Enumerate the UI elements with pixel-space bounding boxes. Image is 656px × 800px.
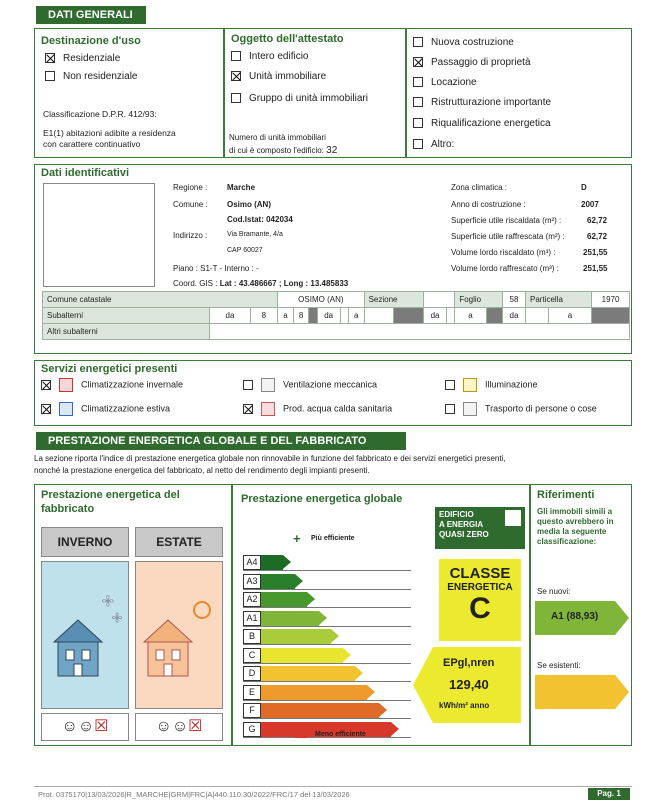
subalterni-label: Subalterni xyxy=(43,308,210,324)
trasporto-checkbox[interactable] xyxy=(445,404,455,414)
epgl-label: EPgl,nren xyxy=(443,657,495,669)
footer-divider xyxy=(34,786,632,787)
scale-line-d xyxy=(243,681,411,682)
sub-empty-3 xyxy=(447,308,455,324)
class-label-c: C xyxy=(243,648,261,663)
sun-icon xyxy=(194,602,210,618)
page-number: Pag. 1 xyxy=(588,788,630,800)
riqualificazione-checkbox[interactable] xyxy=(413,118,423,128)
non-residenziale-option[interactable] xyxy=(45,71,138,82)
illuminazione-option[interactable] xyxy=(445,378,538,392)
minus-icon xyxy=(295,735,309,738)
class-label-a3: A3 xyxy=(243,574,261,589)
destinazione-title: Destinazione d'uso xyxy=(41,35,141,47)
anno-label: Anno di costruzione : xyxy=(451,200,526,209)
gis-label: Coord. GIS : xyxy=(173,279,218,288)
scale-line-a1 xyxy=(243,626,411,627)
ristrutturazione-label: Ristrutturazione importante xyxy=(431,97,552,108)
ventilazione-checkbox[interactable] xyxy=(243,380,253,390)
comune-label: Comune : xyxy=(173,200,208,209)
locazione-label: Locazione xyxy=(431,77,477,88)
ristrutturazione-option[interactable] xyxy=(413,97,551,108)
sub-da-3: da xyxy=(424,308,447,324)
class-bar-fill-d xyxy=(261,666,355,681)
altro-option[interactable] xyxy=(413,139,454,150)
snowflake-icon: ✢ xyxy=(102,593,114,609)
sub-empty-2 xyxy=(364,308,394,324)
gear-icon xyxy=(463,402,477,416)
air-conditioner-icon xyxy=(59,402,73,416)
altri-subalterni-label: Altri subalterni xyxy=(43,324,210,340)
section-header-prestazione: PRESTAZIONE ENERGETICA GLOBALE E DEL FABBRICATO xyxy=(36,432,406,450)
sub-da-2: da xyxy=(317,308,340,324)
nuovi-value: A1 (88,93) xyxy=(551,611,599,622)
sub-empty-4 xyxy=(526,308,549,324)
numero-unita-label-2 xyxy=(229,145,337,156)
locazione-option[interactable] xyxy=(413,77,477,88)
ventilazione-label: Ventilazione meccanica xyxy=(283,379,378,390)
dati-identificativi-title: Dati identificativi xyxy=(41,167,130,179)
classe-box xyxy=(439,559,521,641)
class-label-a2: A2 xyxy=(243,592,261,607)
nzeb-line-2: A ENERGIA xyxy=(439,520,484,529)
locazione-checkbox[interactable] xyxy=(413,77,423,87)
particella-label: Particella xyxy=(526,292,592,308)
riferimenti-text-2: questo avrebbero in xyxy=(537,517,614,526)
acqua-calda-label: Prod. acqua calda sanitaria xyxy=(283,403,393,414)
sub-dark-2 xyxy=(394,308,424,324)
residenziale-option[interactable] xyxy=(45,53,120,64)
comune-catastale-value: OSIMO (AN) xyxy=(278,292,364,308)
epgl-unit: kWh/m² anno xyxy=(439,701,490,710)
unita-immobiliare-label: Unità immobiliare xyxy=(249,71,327,82)
residenziale-checkbox[interactable] xyxy=(45,53,55,63)
nzeb-box xyxy=(435,507,525,549)
class-bar-fill-a1 xyxy=(261,611,319,626)
clima-estiva-label: Climatizzazione estiva xyxy=(81,403,171,414)
class-bar-fill-a4 xyxy=(261,555,283,570)
riferimenti-box xyxy=(530,484,632,746)
nzeb-line-3: QUASI ZERO xyxy=(439,530,489,539)
foglio-label: Foglio xyxy=(455,292,503,308)
catasto-row-3 xyxy=(43,324,630,340)
plus-icon: + xyxy=(293,531,301,546)
numero-unita-value: 32 xyxy=(326,145,338,156)
indirizzo-value: Via Bramante, 4/a xyxy=(227,231,283,238)
numero-unita-label-1: Numero di unità immobiliari xyxy=(229,133,326,142)
sup-risc-label: Superficie utile riscaldata (m²) : xyxy=(451,216,562,225)
estate-panel xyxy=(135,561,223,709)
prestazione-intro-1: La sezione riporta l'indice di prestazione energetica globale non rinnovabile in funzione del fabbricato e dei servizi energetici presenti, xyxy=(34,454,506,463)
residenziale-label: Residenziale xyxy=(63,53,121,64)
particella-value: 1970 xyxy=(592,292,630,308)
photo-placeholder xyxy=(43,183,155,287)
sub-a-2: a xyxy=(348,308,364,324)
piano-value: Piano : S1-T - Interno : - xyxy=(173,264,259,273)
inverno-panel xyxy=(41,561,129,709)
esistenti-arrow xyxy=(535,675,629,709)
illuminazione-checkbox[interactable] xyxy=(445,380,455,390)
summer-house-icon xyxy=(136,562,224,710)
estate-header: ESTATE xyxy=(135,527,223,557)
fan-icon xyxy=(261,378,275,392)
sup-risc-value: 62,72 xyxy=(587,216,608,225)
oggetto-box xyxy=(224,28,406,158)
zona-label: Zona climatica : xyxy=(451,183,508,192)
acqua-calda-checkbox[interactable] xyxy=(243,404,253,414)
hot-water-icon xyxy=(261,402,275,416)
intero-edificio-checkbox[interactable] xyxy=(231,51,241,61)
vol-risc-value: 251,55 xyxy=(583,248,608,257)
riqualificazione-label: Riqualificazione energetica xyxy=(431,118,551,129)
vol-raff-label: Volume lordo raffrescato (m³) : xyxy=(451,264,559,273)
gruppo-unita-option[interactable] xyxy=(231,93,368,104)
illuminazione-label: Illuminazione xyxy=(485,379,538,390)
estate-rating: ☺☺☒ xyxy=(135,713,223,741)
passaggio-proprieta-label: Passaggio di proprietà xyxy=(431,57,531,68)
clima-estiva-option[interactable] xyxy=(41,402,170,416)
classe-value: C xyxy=(469,592,491,625)
radiator-icon xyxy=(59,378,73,392)
class-label-a1: A1 xyxy=(243,611,261,626)
fabbricato-title-1: Prestazione energetica del xyxy=(41,489,180,501)
scale-line-a2 xyxy=(243,607,411,608)
nuova-costruzione-checkbox[interactable] xyxy=(413,37,423,47)
class-label-f: F xyxy=(243,703,261,718)
class-bar-fill-b xyxy=(261,629,331,644)
section-header-dati-generali: DATI GENERALI xyxy=(36,6,146,24)
class-label-e: E xyxy=(243,685,261,700)
fabbricato-box xyxy=(34,484,232,746)
sub-da-1: da xyxy=(210,308,250,324)
clima-invernale-option[interactable] xyxy=(41,378,183,392)
passaggio-proprieta-option[interactable] xyxy=(413,57,531,68)
unita-immobiliare-checkbox[interactable] xyxy=(231,71,241,81)
sub-empty-1 xyxy=(340,308,348,324)
se-nuovi-label: Se nuovi: xyxy=(537,587,571,596)
scale-line-a4 xyxy=(243,570,411,571)
epgl-box xyxy=(413,647,521,723)
acqua-calda-option[interactable] xyxy=(243,402,392,416)
comune-catastale-label: Comune catastale xyxy=(43,292,278,308)
riferimenti-title: Riferimenti xyxy=(537,489,595,501)
anno-value: 2007 xyxy=(581,200,599,209)
scale-line-f xyxy=(243,718,411,719)
riferimenti-text-3: media la seguente xyxy=(537,527,607,536)
class-label-b: B xyxy=(243,629,261,644)
foglio-value: 58 xyxy=(503,292,526,308)
numero-unita-label-2-text: di cui è composto l'edificio: xyxy=(229,146,324,155)
clima-estiva-checkbox[interactable] xyxy=(41,404,51,414)
non-residenziale-checkbox[interactable] xyxy=(45,71,55,81)
meno-efficiente-label: Meno efficiente xyxy=(315,731,366,738)
zona-value: D xyxy=(581,183,587,192)
gruppo-unita-label: Gruppo di unità immobiliari xyxy=(249,93,368,104)
scale-line-a3 xyxy=(243,589,411,590)
lightbulb-icon xyxy=(463,378,477,392)
class-bar-fill-f xyxy=(261,703,379,718)
sub-da-4: da xyxy=(503,308,526,324)
sub-dark-4 xyxy=(592,308,630,324)
inverno-rating: ☺☺☒ xyxy=(41,713,129,741)
servizi-title: Servizi energetici presenti xyxy=(41,363,178,375)
catasto-row-1 xyxy=(43,292,630,308)
class-label-g: G xyxy=(243,722,261,737)
riferimenti-text-1: Gli immobili simili a xyxy=(537,507,613,516)
globale-title: Prestazione energetica globale xyxy=(241,493,403,505)
sub-a-value: 8 xyxy=(293,308,309,324)
svg-text:✢: ✢ xyxy=(112,611,123,625)
ristrutturazione-checkbox[interactable] xyxy=(413,97,423,107)
intero-edificio-option[interactable] xyxy=(231,51,308,62)
nuova-costruzione-option[interactable] xyxy=(413,37,514,48)
sub-dark-3 xyxy=(486,308,503,324)
scale-line-e xyxy=(243,700,411,701)
riqualificazione-option[interactable] xyxy=(413,118,551,129)
non-residenziale-label: Non residenziale xyxy=(63,71,138,82)
class-label-a4: A4 xyxy=(243,555,261,570)
catasto-row-2 xyxy=(43,308,630,324)
sub-a-3: a xyxy=(455,308,486,324)
ventilazione-option[interactable] xyxy=(243,378,377,392)
passaggio-proprieta-checkbox[interactable] xyxy=(413,57,423,67)
piu-efficiente-label: Più efficiente xyxy=(311,535,355,542)
classificazione-value-2: con carattere continuativo xyxy=(43,139,141,149)
istat-value: Cod.Istat: 042034 xyxy=(227,215,293,224)
sup-raff-value: 62,72 xyxy=(587,232,608,241)
riferimenti-text-4: classificazione: xyxy=(537,537,597,546)
gis-value: Lat : 43.486667 ; Long : 13.485833 xyxy=(219,279,349,288)
vol-raff-value: 251,55 xyxy=(583,264,608,273)
fabbricato-title-2: fabbricato xyxy=(41,503,95,515)
destinazione-box xyxy=(34,28,224,158)
scale-line-c xyxy=(243,663,411,664)
classe-label-1: CLASSE xyxy=(449,565,511,582)
cap-value: CAP 60027 xyxy=(227,247,263,254)
prestazione-intro-2: nonché la prestazione energetica del fabbricato, al netto del rendimento degli impianti presenti. xyxy=(34,466,370,475)
footer-protocol: Prot. 0375170|13/03/2026|R_MARCHE|GRM|FRC|A|440.110.30/2022/FRC/17 del 13/03/2026 xyxy=(38,790,350,799)
regione-label: Regione : xyxy=(173,183,208,192)
altro-label: Altro: xyxy=(431,139,455,150)
class-bar-fill-a2 xyxy=(261,592,307,607)
catasto-table xyxy=(42,291,630,340)
altri-subalterni-value xyxy=(210,324,630,340)
clima-invernale-label: Climatizzazione invernale xyxy=(81,379,184,390)
se-esistenti-label: Se esistenti: xyxy=(537,661,581,670)
classe-label-2: ENERGETICA xyxy=(447,582,513,593)
sub-a-4: a xyxy=(548,308,591,324)
classificazione-label: Classificazione D.P.R. 412/93: xyxy=(43,109,157,119)
servizi-box xyxy=(34,360,632,426)
sezione-value xyxy=(424,292,455,308)
indirizzo-label: Indirizzo : xyxy=(173,231,208,240)
nzeb-checkbox[interactable] xyxy=(505,510,521,526)
globale-box xyxy=(232,484,530,746)
sezione-label: Sezione xyxy=(364,292,423,308)
nuova-costruzione-label: Nuova costruzione xyxy=(431,37,514,48)
sub-a-1: a xyxy=(278,308,294,324)
unita-immobiliare-option[interactable] xyxy=(231,71,326,82)
trasporto-option[interactable] xyxy=(445,402,597,416)
regione-value: Marche xyxy=(227,183,256,192)
classificazione-value-1: E1(1) abitazioni adibite a residenza xyxy=(43,128,176,138)
epgl-value: 129,40 xyxy=(449,677,489,692)
motivazione-box xyxy=(406,28,632,158)
class-bar-fill-c xyxy=(261,648,343,663)
scale-line-b xyxy=(243,644,411,645)
trasporto-label: Trasporto di persone o cose xyxy=(485,403,597,414)
gis-row xyxy=(173,279,348,288)
altro-checkbox[interactable] xyxy=(413,139,423,149)
intero-edificio-label: Intero edificio xyxy=(249,51,309,62)
clima-invernale-checkbox[interactable] xyxy=(41,380,51,390)
class-bar-fill-a3 xyxy=(261,574,295,589)
sup-raff-label: Superficie utile raffrescata (m²) : xyxy=(451,232,565,241)
oggetto-title: Oggetto dell'attestato xyxy=(231,33,344,45)
comune-value: Osimo (AN) xyxy=(227,200,271,209)
class-bar-fill-e xyxy=(261,685,367,700)
vol-risc-label: Volume lordo riscaldato (m³) : xyxy=(451,248,556,257)
class-label-d: D xyxy=(243,666,261,681)
nzeb-line-1: EDIFICIO xyxy=(439,510,474,519)
gruppo-unita-checkbox[interactable] xyxy=(231,93,241,103)
winter-house-icon xyxy=(42,562,130,710)
sub-dark-1 xyxy=(309,308,317,324)
sub-da-value: 8 xyxy=(250,308,277,324)
inverno-header: INVERNO xyxy=(41,527,129,557)
